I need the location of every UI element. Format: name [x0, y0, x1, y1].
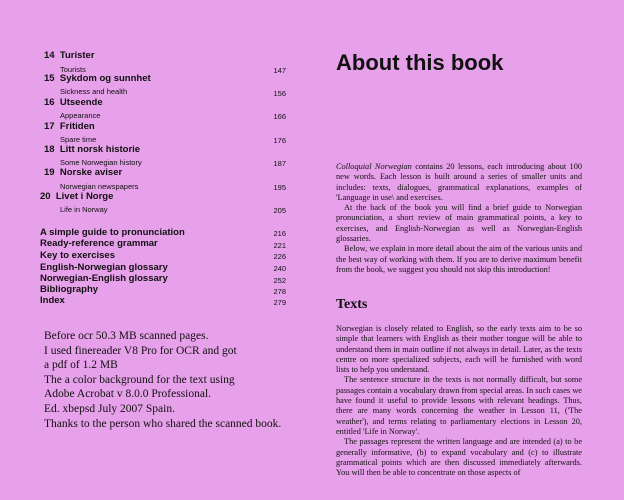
toc-page-number: 195 — [273, 183, 286, 192]
toc-back-matter-title: Norwegian-English glossary — [40, 273, 168, 284]
toc-lesson-subtitle: Sickness and health — [60, 87, 128, 96]
toc-lesson-title: 18 Litt norsk historie — [44, 144, 141, 155]
toc-page-number: 221 — [273, 241, 286, 250]
page-title: About this book — [336, 50, 504, 75]
toc-back-matter-title: Key to exercises — [40, 250, 115, 261]
scan-notes — [44, 329, 324, 431]
intro-paragraph: Colloquial Norwegian contains 20 lessons, each introducing about 100 new words. Each lesson is built around a series of smaller units and includes: texts, dialogues, grammatical explanations, examples of 'Language in use\ and exercises. — [336, 162, 582, 202]
scan-note-line: Ed. xbepsd July 2007 Spain. — [44, 402, 175, 415]
toc-lesson-title: 17 Fritiden — [44, 121, 95, 132]
toc-page-number: 278 — [273, 287, 286, 296]
toc-back-matter-title: Ready-reference grammar — [40, 238, 158, 249]
toc-lesson-subtitle: Tourists — [60, 65, 86, 74]
toc-page-number: 252 — [273, 276, 286, 285]
intro-paragraph: Below, we explain in more detail about the aim of the various units and the best way of working with them. If you are to derive maximum benefit from the book, we suggest you should not skip this introduction! — [336, 244, 582, 274]
texts-paragraph: Norwegian is closely related to English, so the early texts aim to be so simple that learners with English as their mother tongue will be able to understand them in main outline if not always in detail. Later, as the texts centre on more specialized subjects, each will be furnished with word lists to help you understand. — [336, 324, 582, 375]
toc-page-number: 279 — [273, 298, 286, 307]
section-heading-texts: Texts — [336, 297, 368, 312]
scan-note-line: Adobe Acrobat v 8.0.0 Professional. — [44, 388, 212, 401]
toc-lesson-title: 19 Norske aviser — [44, 167, 123, 178]
toc-lesson-subtitle: Some Norwegian history — [60, 158, 142, 167]
toc-page-number: 216 — [273, 229, 286, 238]
scan-note-line: Thanks to the person who shared the scanned book. — [44, 417, 282, 430]
intro-paragraph: At the back of the book you will find a brief guide to Norwegian pronunciation, a short review of main grammatical points, a key to exercises, and English-Norwegian as well as Norwegian-English glossaries. — [336, 203, 582, 244]
toc-lesson-title: 14 Turister — [44, 50, 95, 61]
toc-lesson-subtitle: Life in Norway — [60, 205, 108, 214]
toc-back-matter-title: Index — [40, 295, 65, 306]
toc-page-number: 147 — [273, 66, 286, 75]
scan-note-line: a pdf of 1.2 MB — [44, 359, 118, 372]
toc-page-number: 240 — [273, 264, 286, 273]
toc-page-number: 176 — [273, 136, 286, 145]
toc-page-number: 166 — [273, 112, 286, 121]
toc-lesson-title: 16 Utseende — [44, 97, 103, 108]
scan-note-line: Before ocr 50.3 MB scanned pages. — [44, 330, 209, 342]
texts-paragraphs — [336, 324, 582, 478]
scan-note-line: I used finereader V8 Pro for OCR and got — [44, 344, 237, 357]
toc-lesson-subtitle: Appearance — [60, 111, 101, 120]
toc-page-number: 156 — [273, 89, 286, 98]
toc-back-matter-title: English-Norwegian glossary — [40, 262, 168, 273]
toc-page-number: 205 — [273, 206, 286, 215]
toc-page-number: 187 — [273, 159, 286, 168]
about-this-book-page — [336, 0, 584, 500]
intro-paragraphs — [336, 162, 582, 275]
texts-paragraph: The passages represent the written language and are intended (a) to be generally informative, (b) to expand vocabulary and (c) to illustrate grammatical points which are then discussed immediately afterwards. You will then be able to concentrate on those aspects of — [336, 437, 582, 478]
toc-lesson-subtitle: Norwegian newspapers — [60, 182, 139, 191]
book-title-emphasis: Colloquial Norwegian — [336, 162, 412, 171]
toc-lesson-title: 15 Sykdom og sunnhet — [44, 73, 151, 84]
toc-lesson-subtitle: Spare time — [60, 135, 97, 144]
toc-back-matter-title: Bibliography — [40, 284, 99, 295]
toc-page-number: 226 — [273, 252, 286, 261]
toc-lesson-title: 20 Livet i Norge — [40, 191, 114, 202]
scan-note-line: The a color background for the text using — [44, 373, 235, 386]
texts-paragraph: The sentence structure in the texts is not normally difficult, but some passages contain a vocabulary drawn from special areas. In such cases we have found it useful to provide lessons with relevant headings. Thus, there are many words concerning the weather in Lesson 11, ('The weather'), and terms relating to parliamentary elections in Lesson 20, entitled 'Life in Norway'. — [336, 375, 582, 436]
toc-back-matter-title: A simple guide to pronunciation — [40, 227, 185, 238]
